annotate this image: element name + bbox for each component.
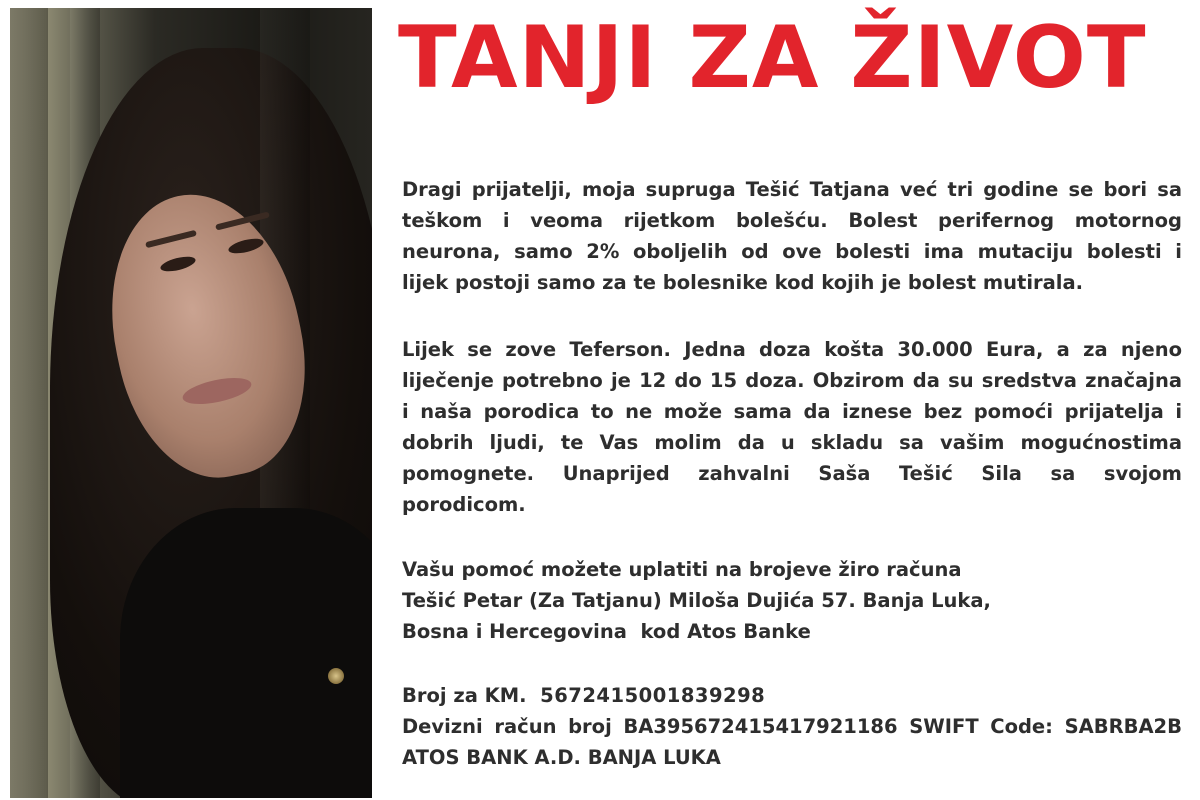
- text-line: porodicom.: [402, 493, 526, 516]
- foreign-account-line: Devizni račun broj BA395672415417921186 SWIFT Code: SABRBA2B: [402, 715, 1182, 738]
- payment-info-paragraph: [402, 554, 1182, 647]
- portrait-photo: [10, 8, 372, 798]
- text-line: lijek postoji samo za te bolesnike kod kojih je bolest mutirala.: [402, 271, 1084, 294]
- text-line: Vašu pomoć možete uplatiti na brojeve žiro računa: [402, 558, 962, 581]
- coat-button: [328, 668, 344, 684]
- text-line: liječenje potrebno je 12 do 15 doza. Obzirom da su sredstva značajna: [402, 369, 1182, 392]
- text-line: teškom i veoma rijetkom bolešću. Bolest perifernog motornog: [402, 209, 1182, 232]
- bank-name: ATOS BANK A.D. BANJA LUKA: [402, 746, 721, 769]
- km-account-label: Broj za KM.: [402, 684, 527, 707]
- text-line: Tešić Petar (Za Tatjanu) Miloša Dujića 57. Banja Luka,: [402, 589, 991, 612]
- km-account-line: [402, 680, 1182, 711]
- text-line: pomognete. Unaprijed zahvalni Saša Tešić Sila sa svojom: [402, 462, 1182, 485]
- appeal-paragraph: [402, 174, 1182, 298]
- account-details: [402, 680, 1182, 773]
- text-line: Lijek se zove Teferson. Jedna doza košta 30.000 Eura, a za njeno: [402, 338, 1182, 361]
- text-line: dobrih ljudi, te Vas molim da u skladu sa vašim mogućnostima: [402, 431, 1182, 454]
- clothing-shape: [120, 508, 372, 798]
- medicine-paragraph: [402, 334, 1182, 520]
- text-line: i naša porodica to ne može sama da iznese bez pomoći prijatelja i: [402, 400, 1182, 423]
- poster-title: TANJI ZA ŽIVOT: [398, 8, 1147, 108]
- km-account-number: 5672415001839298: [540, 684, 766, 707]
- text-line: neurona, samo 2% oboljelih od ove bolesti ima mutaciju bolesti i: [402, 240, 1182, 263]
- text-line: Dragi prijatelji, moja supruga Tešić Tatjana već tri godine se bori sa: [402, 178, 1182, 201]
- curtain-stripe: [10, 8, 48, 798]
- text-line: Bosna i Hercegovina kod Atos Banke: [402, 620, 811, 643]
